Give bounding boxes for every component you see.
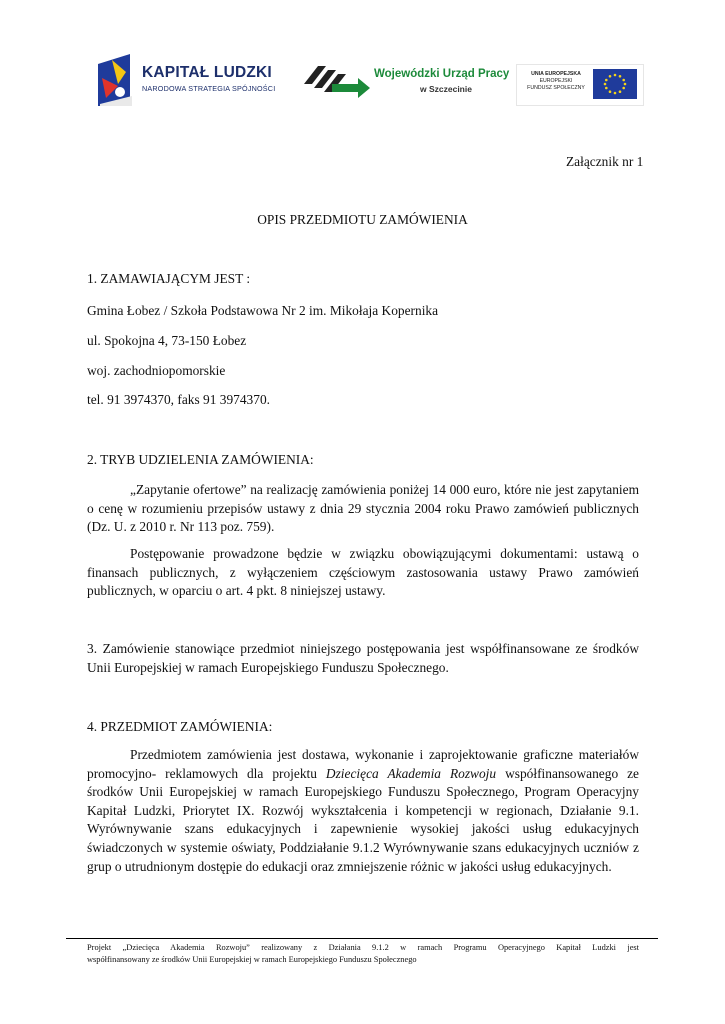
footer-note xyxy=(87,942,639,965)
project-outro-text: współfinansowanego ze xyxy=(505,765,639,781)
eu-logo xyxy=(516,64,644,106)
project-intro-text: promocyjno- reklamowych dla projektu xyxy=(87,765,326,781)
section-1-heading: 1. ZAMAWIAJĄCYM JEST : xyxy=(87,271,251,286)
document-title: OPIS PRZEDMIOTU ZAMÓWIENIA xyxy=(257,212,468,227)
kapital-ludzki-emblem-icon xyxy=(92,52,136,106)
wup-logo xyxy=(302,62,510,102)
paragraph-line: środków Unii Europejskiej w ramach Europejskiego Funduszu Społecznego, Program Operacyjny xyxy=(87,784,639,800)
kapital-ludzki-logo xyxy=(92,50,276,108)
paragraph-line: (Dz. U. z 2010 r. Nr 113 poz. 759). xyxy=(87,519,275,535)
orderer-name: Gmina Łobez / Szkoła Podstawowa Nr 2 im. Mikołaja Kopernika xyxy=(87,303,439,318)
logo-bar xyxy=(92,50,642,110)
orderer-address: ul. Spokojna 4, 73-150 Łobez xyxy=(87,333,247,348)
eu-line-2: EUROPEJSKI xyxy=(539,78,573,84)
paragraph-line: 3. Zamówienie stanowiące przedmiot niniejszego postępowania jest współfinansowane ze środków xyxy=(87,641,639,656)
paragraph-line: Wyrównywanie szans edukacyjnych i zapewnienie wysokiej jakości usług edukacyjnych xyxy=(87,821,639,837)
paragraph-line: grup o utrudnionym dostępie do edukacji oraz zmniejszenie różnic w jakości usług edukacyjnych. xyxy=(87,858,612,874)
paragraph-line: Przedmiotem zamówienia jest dostawa, wykonanie i zaprojektowanie graficzne materiałów xyxy=(130,747,639,762)
section-2-heading: 2. TRYB UDZIELENIA ZAMÓWIENIA: xyxy=(87,452,314,467)
eu-line-1: UNIA EUROPEJSKA xyxy=(531,71,581,77)
section-3-paragraph xyxy=(87,640,639,677)
section-2-paragraph-2 xyxy=(87,545,639,601)
footer-line: Projekt „Dziecięca Akademia Rozwoju” realizowany z Działania 9.1.2 w ramach Programu Operacyjnego Kapitał Ludzki jest xyxy=(87,943,639,952)
kapital-ludzki-subtitle: NARODOWA STRATEGIA SPÓJNOŚCI xyxy=(142,84,276,93)
section-4-paragraph xyxy=(87,746,639,876)
kapital-ludzki-title: KAPITAŁ LUDZKI xyxy=(142,64,272,81)
project-name: Dziecięca Akademia Rozwoju xyxy=(325,765,497,781)
paragraph-line: świadczonych w systemie oświaty, Poddziałanie 9.1.2 Wyrównywanie szans edukacyjnych uczniów z xyxy=(87,839,639,855)
paragraph-line: „Zapytanie ofertowe” na realizację zamówienia poniżej 14 000 euro, które nie jest zapytaniem xyxy=(130,482,639,497)
paragraph-line: Kapitał Ludzki, Priorytet IX. Rozwój wykształcenia i kompetencji w regionach, Działanie 9.1. xyxy=(87,802,639,818)
eu-text xyxy=(521,71,591,92)
wup-subtitle: w Szczecinie xyxy=(420,84,472,94)
paragraph-line: finansach publicznych, z wyłączeniem częściowym zastosowania ustawy Prawo zamówień xyxy=(87,564,639,580)
section-2-paragraph-1 xyxy=(87,481,639,537)
attachment-label: Załącznik nr 1 xyxy=(566,154,644,169)
paragraph-line: Postępowanie prowadzone będzie w związku obowiązującymi dokumentami: ustawą o xyxy=(130,546,639,561)
eu-line-3: FUNDUSZ SPOŁECZNY xyxy=(527,85,585,91)
paragraph-line: publicznych, w oparciu o art. 4 pkt. 8 niniejszej ustawy. xyxy=(87,583,386,599)
paragraph-line-project xyxy=(87,765,639,784)
eu-flag-icon xyxy=(593,69,637,99)
wup-emblem-icon xyxy=(302,62,372,98)
orderer-region: woj. zachodniopomorskie xyxy=(87,363,226,378)
footer-divider xyxy=(66,938,658,939)
paragraph-line: Unii Europejskiej w ramach Europejskiego Funduszu Społecznego. xyxy=(87,659,449,675)
footer-line: współfinansowany ze środków Unii Europejskiej w ramach Europejskiego Funduszu Społecznego xyxy=(87,954,417,964)
paragraph-line: o cenę w rozumieniu przepisów ustawy z dnia 29 stycznia 2004 roku Prawo zamówień publicznych xyxy=(87,500,639,516)
wup-title: Wojewódzki Urząd Pracy xyxy=(374,68,510,80)
section-4-heading: 4. PRZEDMIOT ZAMÓWIENIA: xyxy=(87,719,273,734)
orderer-contact: tel. 91 3974370, faks 91 3974370. xyxy=(87,392,270,407)
